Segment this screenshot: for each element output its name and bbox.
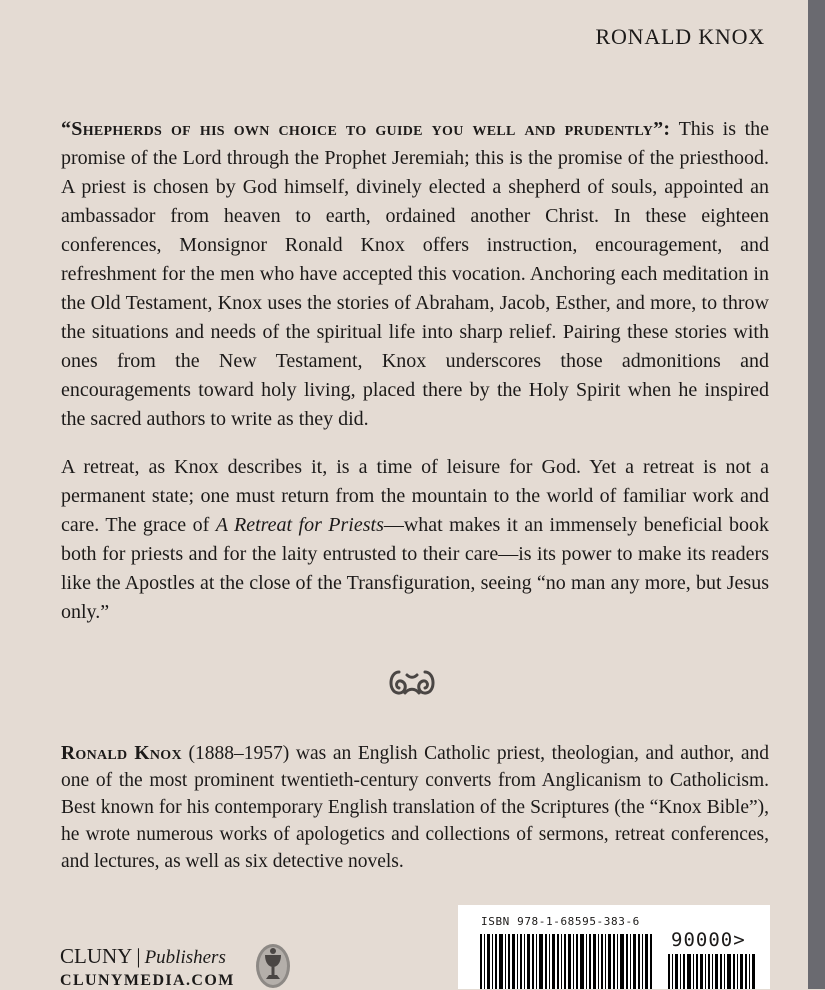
publisher-name: CLUNY [60,944,133,968]
ornament-icon [385,666,439,700]
chalice-seal-icon [254,941,292,989]
paragraph-1-text: This is the promise of the Lord through the Prophet Jeremiah; this is the promise of the priesthood. A priest is chosen by God himself, divinely elected a shepherd of souls, appointed an ambassador from heaven to earth, ordained another Christ. In these eighteen conferences, Monsignor Ronald Knox offers instruction, encouragement, and refreshment for the men who have accepted this vocation. Anchoring each meditation in the Old Testament, Knox uses the stories of Abraham, Jacob, Esther, and more, to throw the situations and needs of the spiritual life into sharp relief. Pairing these stories with ones from the New Testament, Knox underscores those admonitions and encouragements toward holy living, placed there by the Holy Spirit when he inspired the sacred authors to write as they did. [61,118,770,430]
price-barcode [668,954,760,989]
publisher-separator: | [136,944,141,968]
publisher-line [60,944,226,969]
isbn-number: ISBN 978-1-68595-383-6 [481,915,640,928]
barcode-box [458,905,770,989]
bio-name: Ronald Knox [61,743,182,764]
isbn-barcode [480,934,660,989]
paragraph-2-start: A retreat, as Knox describes it, is a time of leisure for God. Yet a retreat is not a permanent state; one must return from the mountain to the world of familiar work and care. The grace of [61,456,769,536]
publisher-label: Publishers [144,947,226,968]
price-code: 90000> [671,929,746,951]
bio-text: (1888–1957) was an English Catholic priest, theologian, and author, and one of the most prominent twentieth-century converts from Anglicanism to Catholicism. Best known for his contemporary English translation of the Scriptures (the “Knox Bible”), he wrote numerous works of apologetics and collections of sermons, retreat conferences, and lectures, as well as six detective novels. [61,743,769,872]
book-title: A Retreat for Priests [215,514,384,536]
description-paragraph-2 [61,453,769,627]
paragraph-2-end: —what makes it an immensely beneficial book both for priests and for the laity entrusted to their care—is its power to make its readers like the Apostles at the close of the Transfiguration, seeing “no man any more, but Jesus only.” [61,514,769,623]
lead-quote: “Shepherds of his own choice to guide you well and prudently”: [61,118,671,140]
author-bio [61,740,769,875]
header-author: RONALD KNOX [595,24,765,49]
spine-edge [808,0,825,989]
description-paragraph-1 [61,115,769,434]
publisher-url: CLUNYMEDIA.COM [60,972,235,989]
